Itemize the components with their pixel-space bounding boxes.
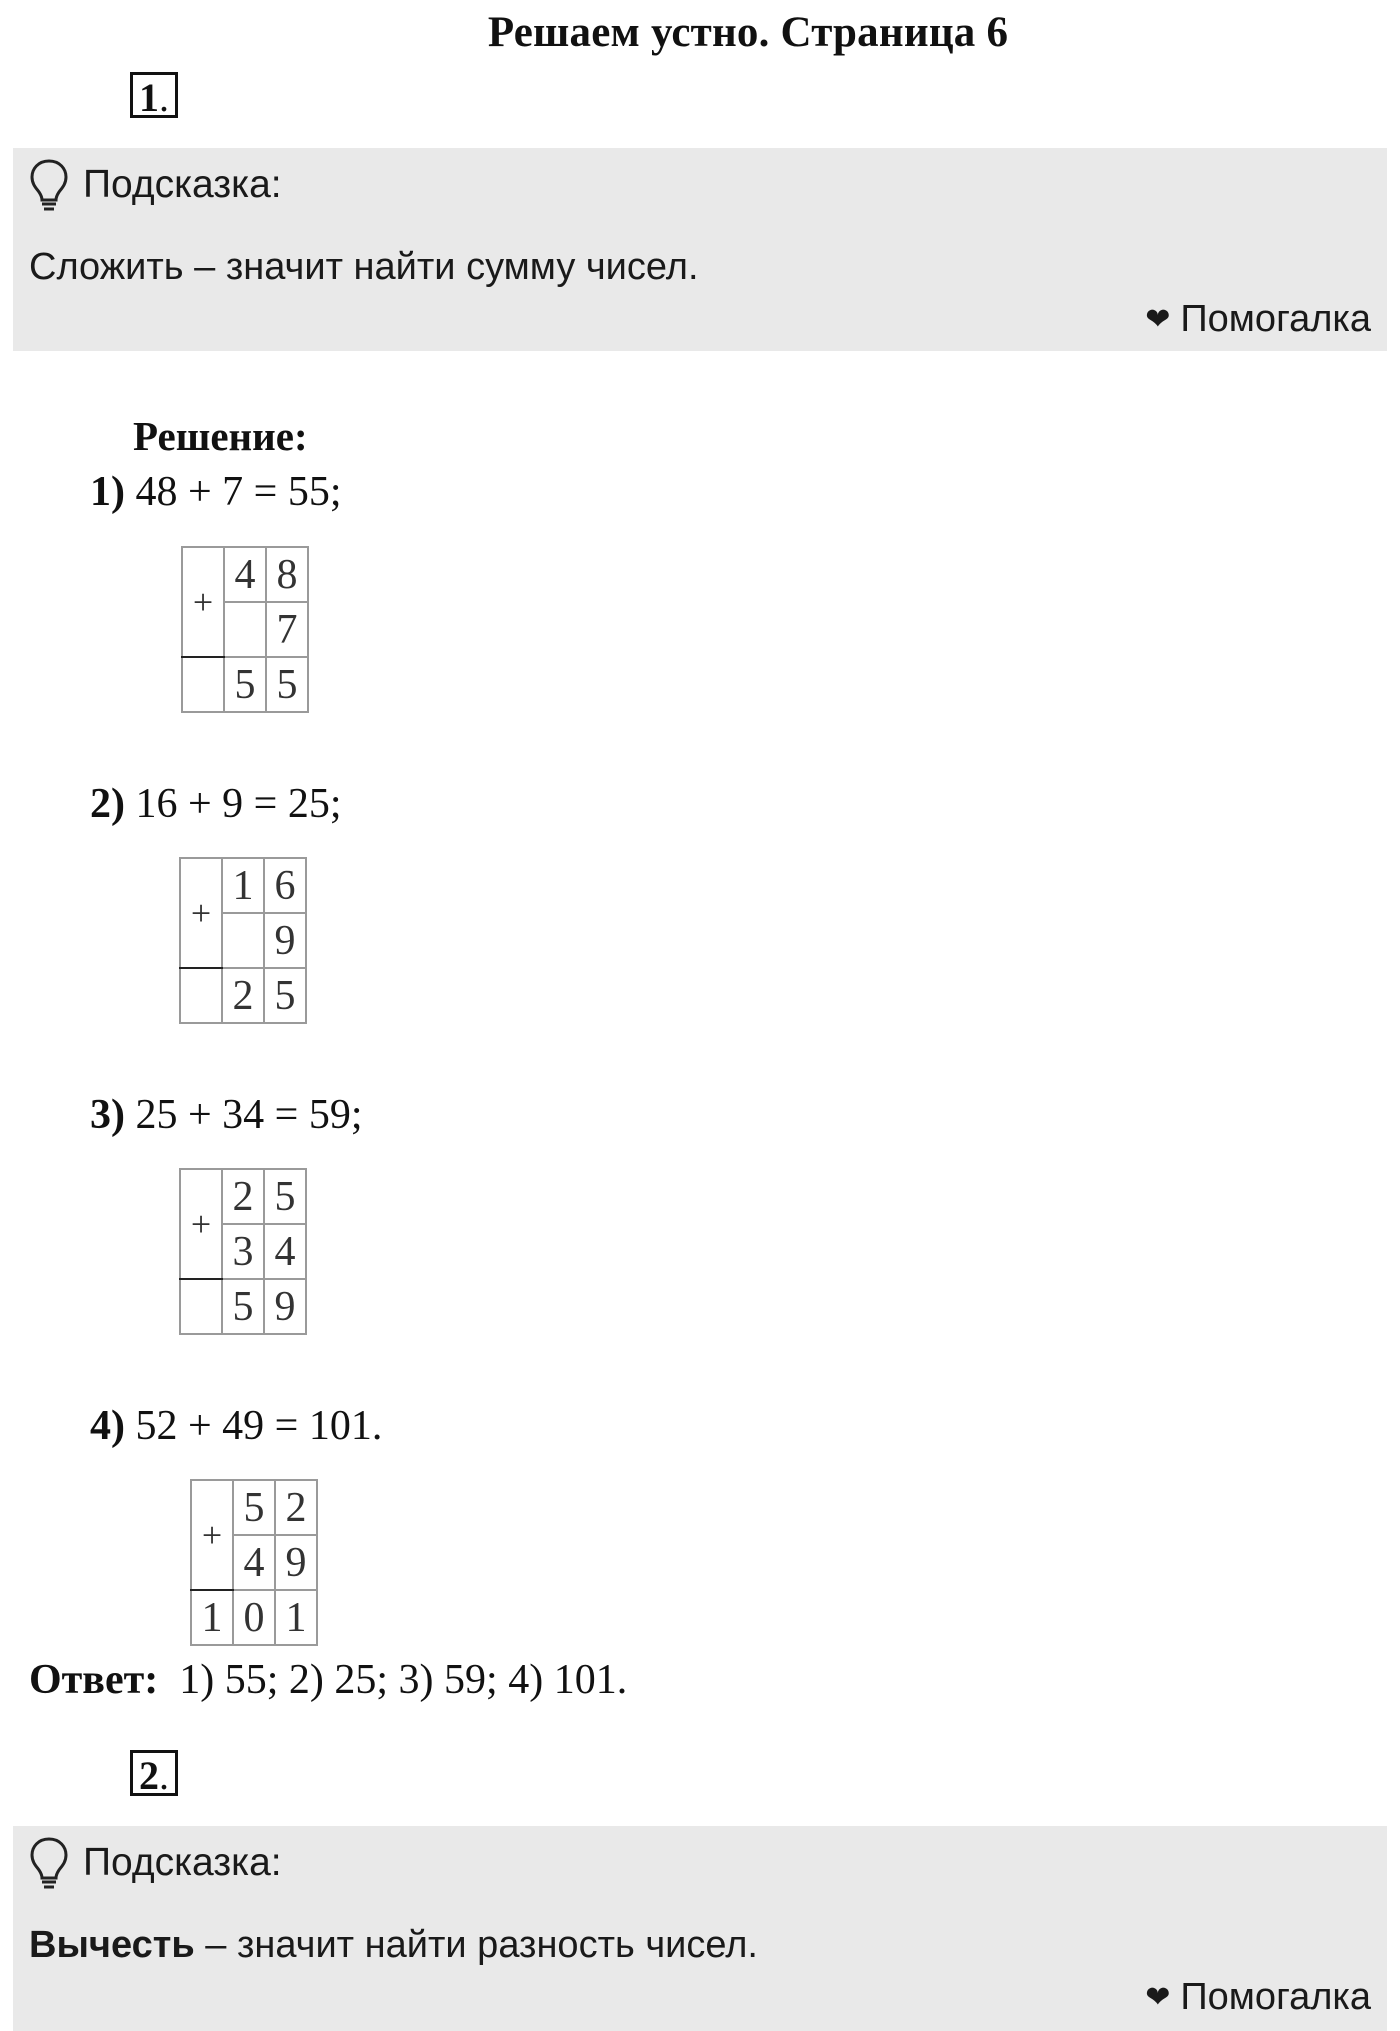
equation-4: 4) 52 + 49 = 101. <box>90 1403 383 1449</box>
digit-cell <box>180 968 222 1023</box>
task-number-box: 1. <box>130 72 178 118</box>
digit-cell: 2 <box>222 968 264 1023</box>
hint-heading <box>29 158 282 212</box>
task-number-2 <box>130 1750 178 1799</box>
digit-cell <box>180 1279 222 1334</box>
hint-title: Подсказка: <box>83 1841 282 1884</box>
digit-cell: 7 <box>266 602 308 657</box>
hint-text: Сложить – значит найти сумму чисел. <box>29 246 699 288</box>
digit-cell: 1 <box>275 1590 317 1645</box>
task-number-1 <box>130 72 178 121</box>
digit-cell: 5 <box>224 657 266 712</box>
hint-heading <box>29 1836 282 1890</box>
digit-cell: 8 <box>266 547 308 602</box>
hint-text: Вычесть – значит найти разность чисел. <box>29 1924 758 1966</box>
plus-sign: + <box>191 1480 233 1590</box>
helper-link[interactable]: ❤ Помогалка <box>1145 298 1371 340</box>
digit-cell: 4 <box>233 1535 275 1590</box>
digit-cell: 4 <box>264 1224 306 1279</box>
column-addition-1 <box>181 546 309 713</box>
lightbulb-icon <box>29 158 69 212</box>
digit-cell: 1 <box>191 1590 233 1645</box>
equation-3: 3) 25 + 34 = 59; <box>90 1092 363 1138</box>
equation-1: 1) 48 + 7 = 55; <box>90 469 342 515</box>
digit-cell: 5 <box>264 1169 306 1224</box>
digit-cell: 0 <box>233 1590 275 1645</box>
hint-title: Подсказка: <box>83 163 282 206</box>
digit-cell: 4 <box>224 547 266 602</box>
digit-cell <box>222 913 264 968</box>
digit-cell: 6 <box>264 858 306 913</box>
answer-line: Ответ: 1) 55; 2) 25; 3) 59; 4) 101. <box>29 1657 628 1703</box>
page-title: Решаем устно. Страница 6 <box>487 9 1009 56</box>
digit-cell: 3 <box>222 1224 264 1279</box>
heart-icon: ❤ <box>1145 302 1171 336</box>
digit-cell <box>182 657 224 712</box>
digit-cell: 9 <box>264 1279 306 1334</box>
digit-cell: 5 <box>266 657 308 712</box>
digit-cell: 1 <box>222 858 264 913</box>
column-addition-2 <box>179 857 307 1024</box>
heart-icon: ❤ <box>1145 1980 1171 2014</box>
plus-sign: + <box>180 858 222 968</box>
equation-2: 2) 16 + 9 = 25; <box>90 781 342 827</box>
plus-sign: + <box>180 1169 222 1279</box>
task-number-box: 2. <box>130 1750 178 1796</box>
hint-box-2 <box>13 1826 1387 2031</box>
digit-cell: 5 <box>233 1480 275 1535</box>
column-addition-3 <box>179 1168 307 1335</box>
digit-cell: 9 <box>264 913 306 968</box>
helper-link[interactable]: ❤ Помогалка <box>1145 1976 1371 2018</box>
hint-box-1 <box>13 148 1387 351</box>
digit-cell: 9 <box>275 1535 317 1590</box>
digit-cell: 5 <box>264 968 306 1023</box>
column-addition-4 <box>190 1479 318 1646</box>
digit-cell <box>224 602 266 657</box>
plus-sign: + <box>182 547 224 657</box>
lightbulb-icon <box>29 1836 69 1890</box>
digit-cell: 2 <box>275 1480 317 1535</box>
digit-cell: 5 <box>222 1279 264 1334</box>
solution-label: Решение: <box>133 413 308 459</box>
digit-cell: 2 <box>222 1169 264 1224</box>
